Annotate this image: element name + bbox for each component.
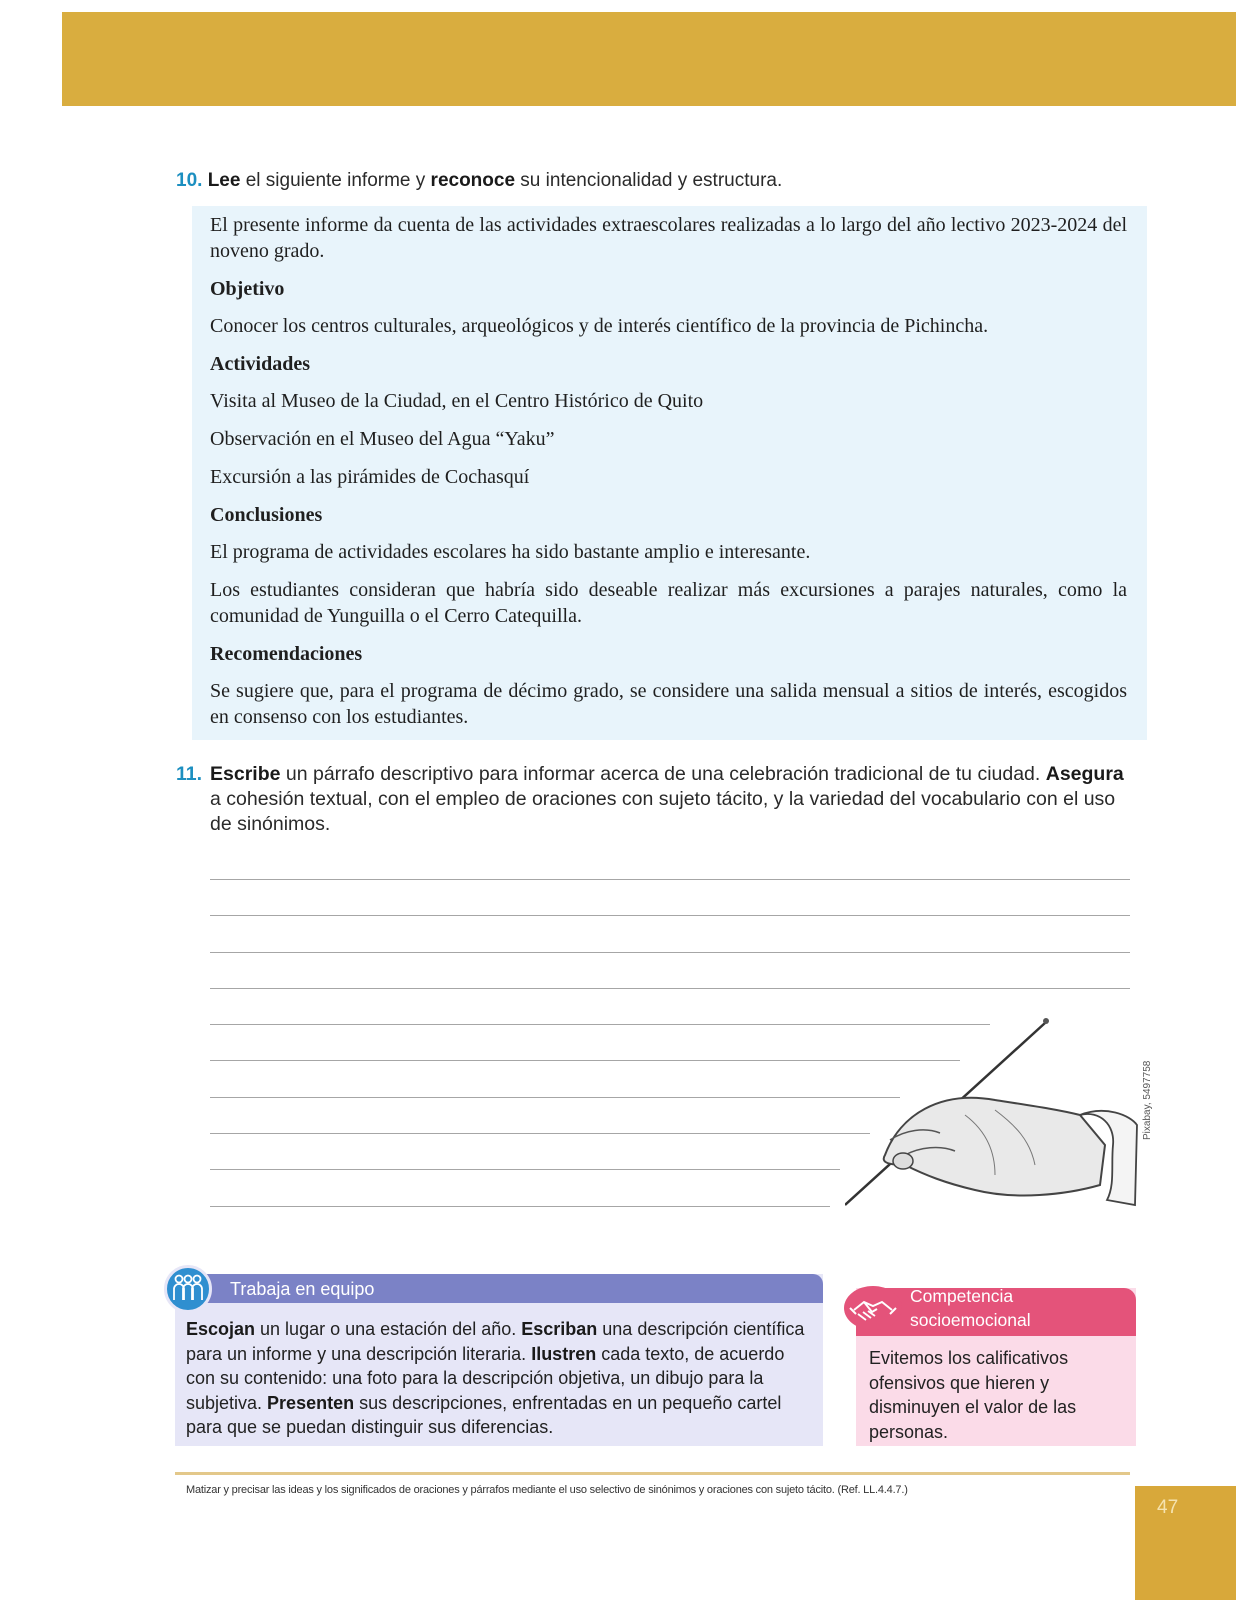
report-conclusion-item: El programa de actividades escolares ha sido bastante amplio e interesante.: [210, 541, 811, 563]
writing-line[interactable]: [210, 1133, 870, 1134]
competence-title-line-1: Competencia: [910, 1286, 1014, 1306]
report-conclusion-item: Los estudiantes consideran que habría sido deseable realizar más excursiones a parajes naturales, como la comunidad de Yunguilla o el Cerro Catequilla.: [210, 579, 1127, 627]
exercise-11-text-2: a cohesión textual, con el empleo de oraciones con sujeto tácito, y la variedad del vocabulario con el uso de sinónimos.: [210, 788, 1116, 835]
teamwork-text-part: sus descripciones, enfrentadas en un pequeño cartel para que se puedan distinguir sus diferencias.: [186, 1392, 782, 1437]
report-activity-item: Observación en el Museo del Agua “Yaku”: [210, 428, 555, 450]
competence-text: Evitemos los calificativos ofensivos que hieren y disminuyen el valor de las personas.: [869, 1348, 1077, 1442]
handshake-icon: [844, 1286, 902, 1330]
report-recommendations-text: Se sugiere que, para el programa de décimo grado, se considere una salida mensual a sitios de interés, escogidos en consenso con los estudiantes.: [210, 680, 1127, 728]
report-activity-item: Excursión a las pirámides de Cochasquí: [210, 466, 530, 488]
writing-line[interactable]: [210, 915, 1130, 916]
report-objective-heading: Objetivo: [210, 278, 285, 300]
report-objective-text: Conocer los centros culturales, arqueológicos y de interés científico de la provincia de Pichincha.: [210, 315, 989, 337]
teamwork-text-part: un lugar o una estación del año.: [255, 1319, 522, 1339]
exercise-11-body: [210, 762, 1136, 837]
competence-title-line-2: socioemocional: [910, 1310, 1031, 1330]
writing-line[interactable]: [210, 879, 1130, 880]
exercise-10-text-1: el siguiente informe y: [240, 170, 431, 191]
exercise-10-number: 10.: [176, 170, 203, 191]
writing-line[interactable]: [210, 988, 1130, 989]
team-icon: [164, 1265, 212, 1313]
writing-line[interactable]: [210, 952, 1130, 953]
report-intro: El presente informe da cuenta de las actividades extraescolares realizadas a lo largo del año lectivo 2023-2024 del noveno grado.: [210, 214, 1127, 262]
report-recommendations-heading: Recomendaciones: [210, 643, 363, 665]
teamwork-verb: Escojan: [186, 1319, 256, 1339]
exercise-10-verb-lee: Lee: [207, 170, 241, 191]
teamwork-verb: Escriban: [521, 1319, 598, 1339]
teamwork-verb: Presenten: [267, 1392, 355, 1413]
header-band: [62, 12, 1236, 106]
exercise-11-text-1: un párrafo descriptivo para informar acerca de una celebración tradicional de tu ciudad.: [280, 763, 1046, 785]
footer-curriculum-note: Matizar y precisar las ideas y los significados de oraciones y párrafos mediante el uso selectivo de sinónimos y oraciones con sujeto tácito. (Ref. LL.4.4.7.): [186, 1484, 908, 1496]
page-number: 47: [1157, 1497, 1179, 1518]
teamwork-text: [186, 1317, 816, 1440]
report-activity-item: Visita al Museo de la Ciudad, en el Centro Histórico de Quito: [210, 390, 704, 412]
footer-rule: [175, 1472, 1130, 1475]
image-credit: Pixabay, 5497758: [1142, 1060, 1153, 1140]
report-box: [192, 206, 1147, 740]
teamwork-verb: Ilustren: [531, 1343, 597, 1364]
page-number-tab: [1135, 1486, 1236, 1600]
writing-line[interactable]: [210, 1206, 830, 1207]
exercise-10-instruction: [176, 168, 782, 194]
exercise-11-instruction: [176, 762, 1136, 837]
exercise-11-verb-asegura: Asegura: [1045, 763, 1124, 785]
teamwork-text-part: una descripción científica para un informe y una descripción literaria.: [186, 1319, 805, 1364]
teamwork-text-part: cada texto, de acuerdo con su contenido: una foto para la descripción objetiva, un dibujo para la subjetiva.: [186, 1343, 785, 1413]
report-conclusions-heading: Conclusiones: [210, 504, 323, 526]
writing-line[interactable]: [210, 1097, 900, 1098]
competence-title: [910, 1284, 1031, 1332]
exercise-11-verb-escribe: Escribe: [210, 763, 281, 785]
teamwork-title: Trabaja en equipo: [230, 1279, 375, 1299]
hand-with-quill-illustration: [845, 1015, 1145, 1215]
report-activities-heading: Actividades: [210, 353, 310, 375]
exercise-10-verb-reconoce: reconoce: [430, 170, 516, 191]
writing-line[interactable]: [210, 1169, 840, 1170]
exercise-10-text-2: su intencionalidad y estructura.: [515, 170, 783, 191]
exercise-11-number: 11.: [176, 763, 203, 785]
